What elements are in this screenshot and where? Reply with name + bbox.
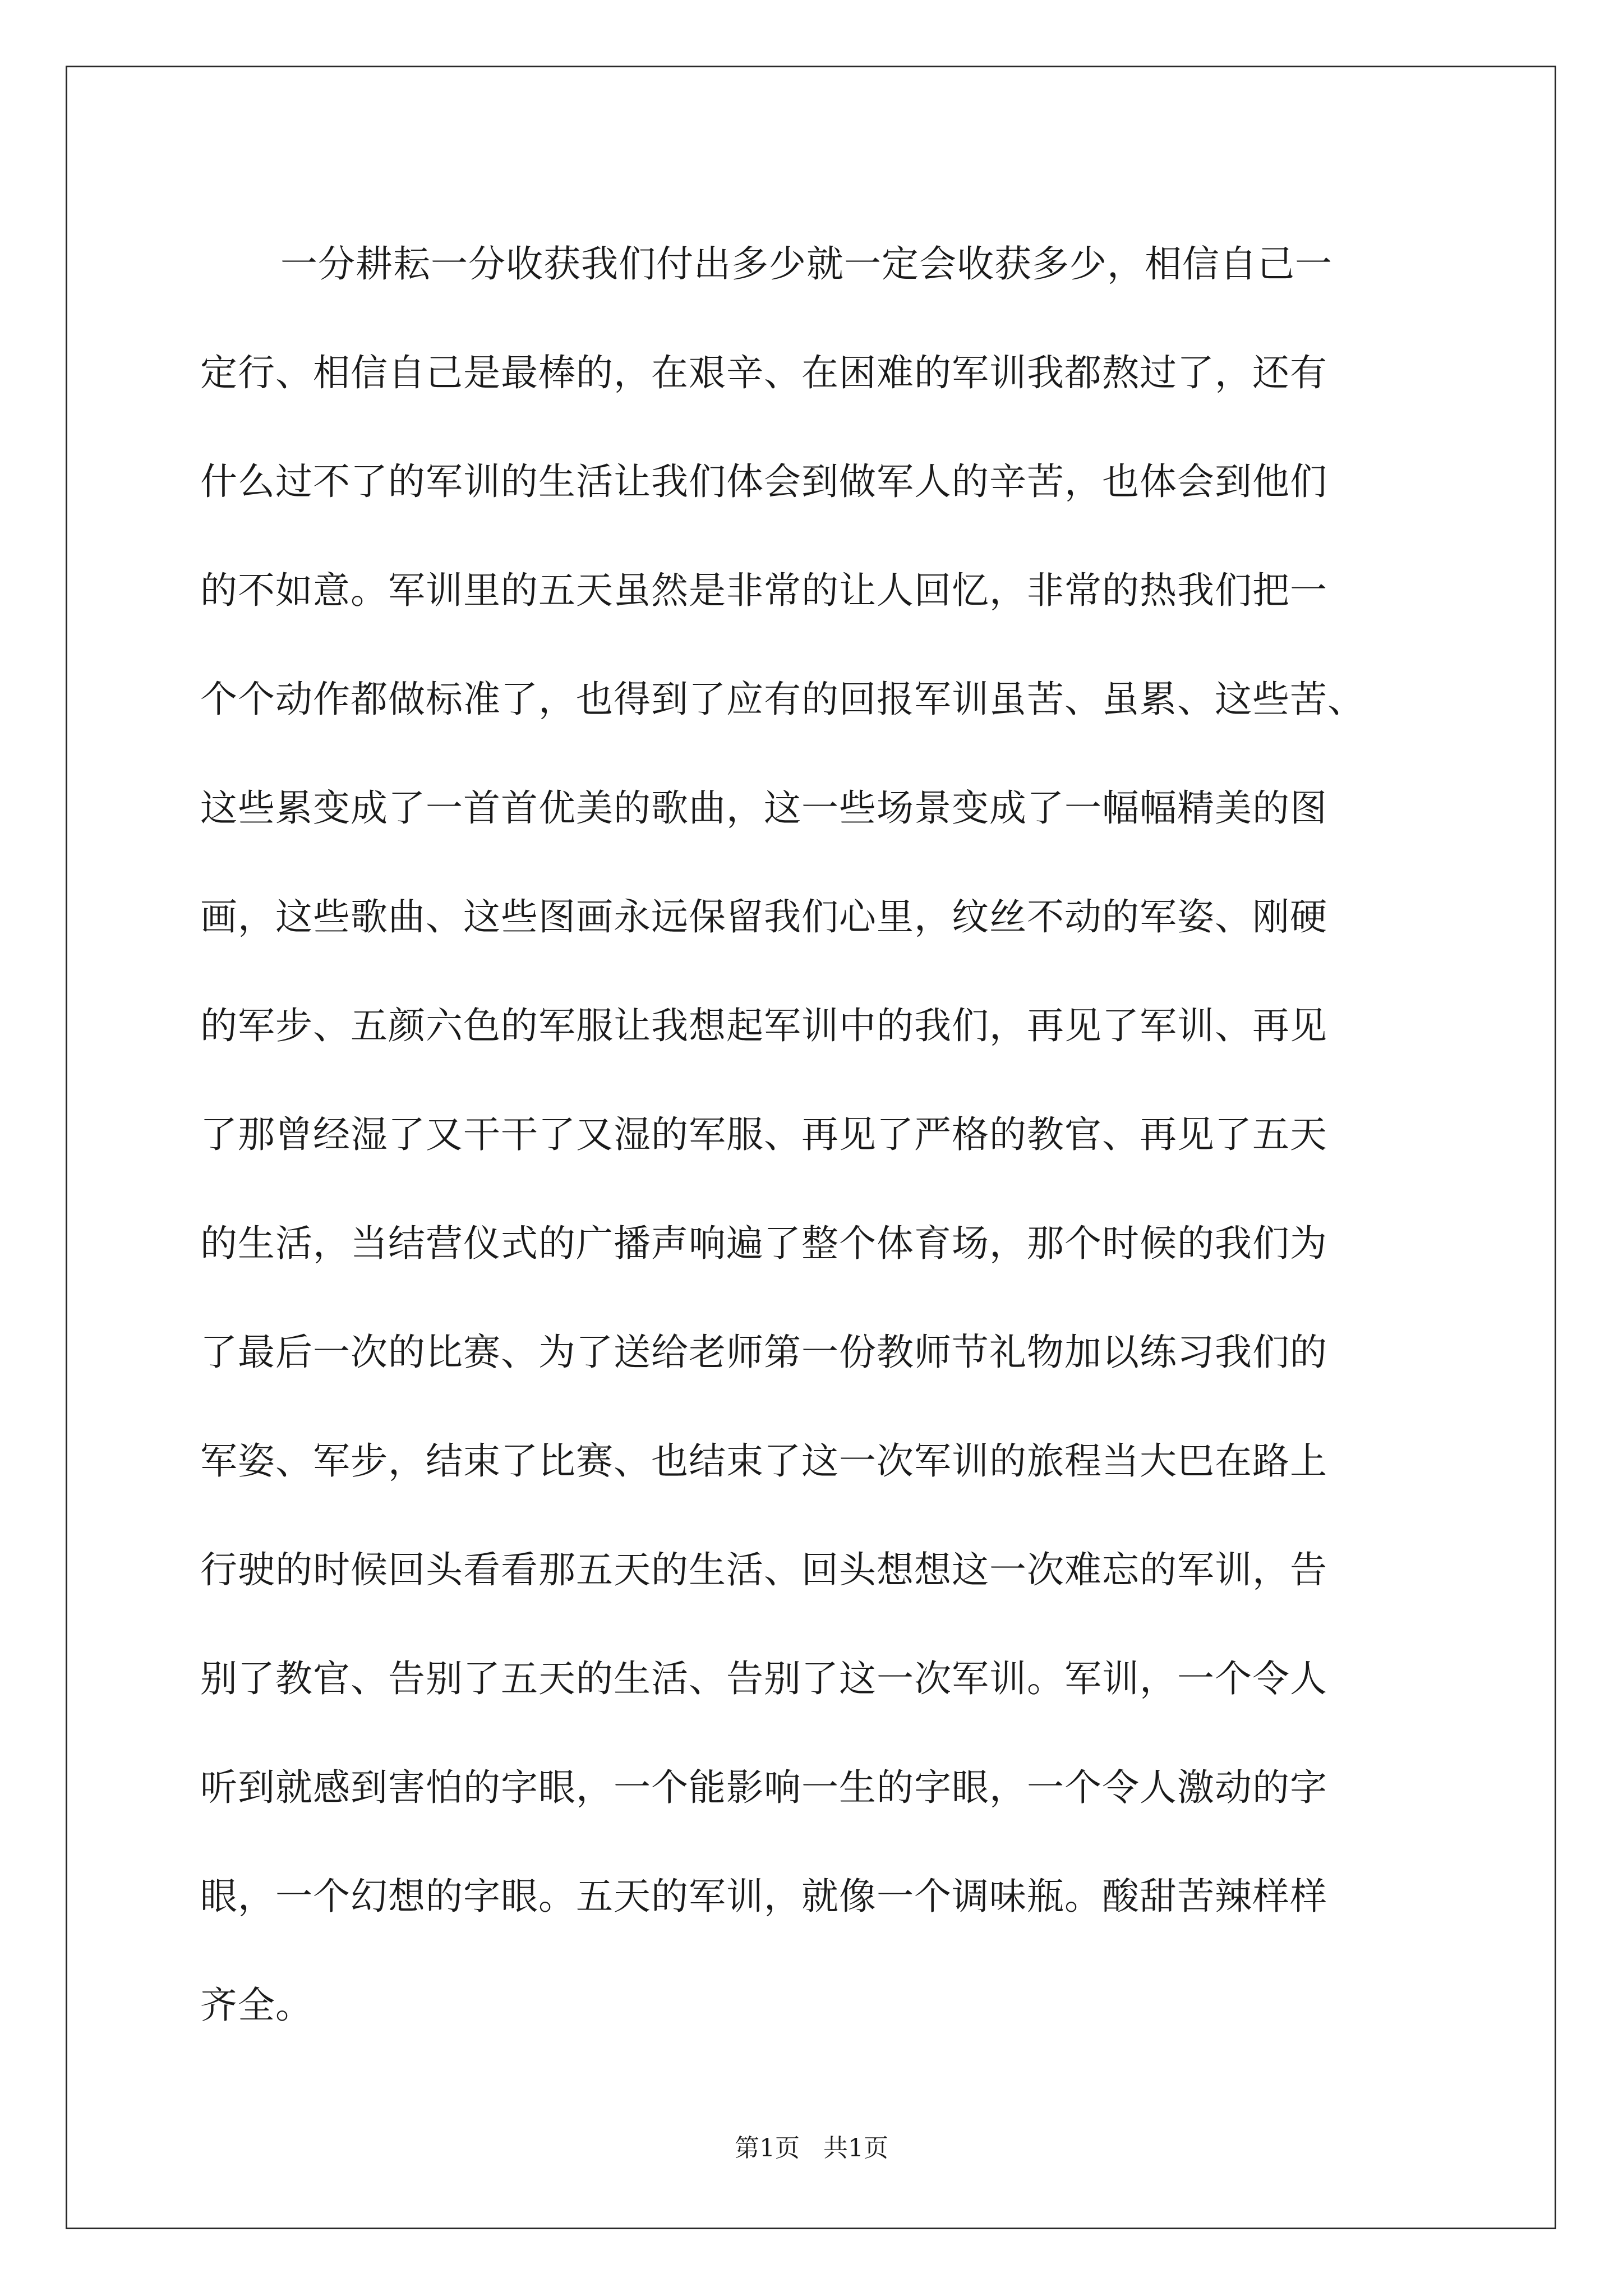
paragraph-line: 别了教官、告别了五天的生活、告别了这一次军训。军训，一个令人 — [200, 1657, 1327, 1700]
paragraph-line: 的不如意。军训里的五天虽然是非常的让人回忆，非常的热我们把一 — [200, 569, 1327, 612]
paragraph-line: 的军步、五颜六色的军服让我想起军训中的我们，再见了军训、再见 — [200, 1004, 1327, 1047]
document-body — [200, 210, 1434, 2060]
page-number-footer: 第1页 共1页 — [735, 2134, 888, 2162]
paragraph-line: 了最后一次的比赛、为了送给老师第一份教师节礼物加以练习我们的 — [200, 1331, 1327, 1374]
paragraph-line: 什么过不了的军训的生活让我们体会到做军人的辛苦，也体会到他们 — [200, 460, 1327, 503]
paragraph-line: 个个动作都做标准了，也得到了应有的回报军训虽苦、虽累、这些苦、 — [200, 678, 1365, 721]
paragraph-line: 眼，一个幻想的字眼。五天的军训，就像一个调味瓶。酸甜苦辣样样 — [200, 1875, 1327, 1918]
paragraph-line: 齐全。 — [200, 1984, 313, 2027]
paragraph-line: 行驶的时候回头看看那五天的生活、回头想想这一次难忘的军训，告 — [200, 1548, 1327, 1591]
paragraph-line: 画，这些歌曲、这些图画永远保留我们心里，纹丝不动的军姿、刚硬 — [200, 895, 1327, 938]
paragraph-line: 的生活，当结营仪式的广播声响遍了整个体育场，那个时候的我们为 — [200, 1222, 1327, 1265]
paragraph-line: 听到就感到害怕的字眼，一个能影响一生的字眼，一个令人激动的字 — [200, 1766, 1327, 1809]
paragraph-line: 这些累变成了一首首优美的歌曲，这一些场景变成了一幅幅精美的图 — [200, 786, 1327, 830]
paragraph-line: 军姿、军步，结束了比赛、也结束了这一次军训的旅程当大巴在路上 — [200, 1439, 1327, 1483]
paragraph-line: 了那曾经湿了又干干了又湿的军服、再见了严格的教官、再见了五天 — [200, 1113, 1327, 1156]
paragraph-line: 一分耕耘一分收获我们付出多少就一定会收获多少，相信自己一 — [280, 242, 1332, 286]
paragraph-line: 定行、相信自己是最棒的，在艰辛、在困难的军训我都熬过了，还有 — [200, 351, 1327, 394]
